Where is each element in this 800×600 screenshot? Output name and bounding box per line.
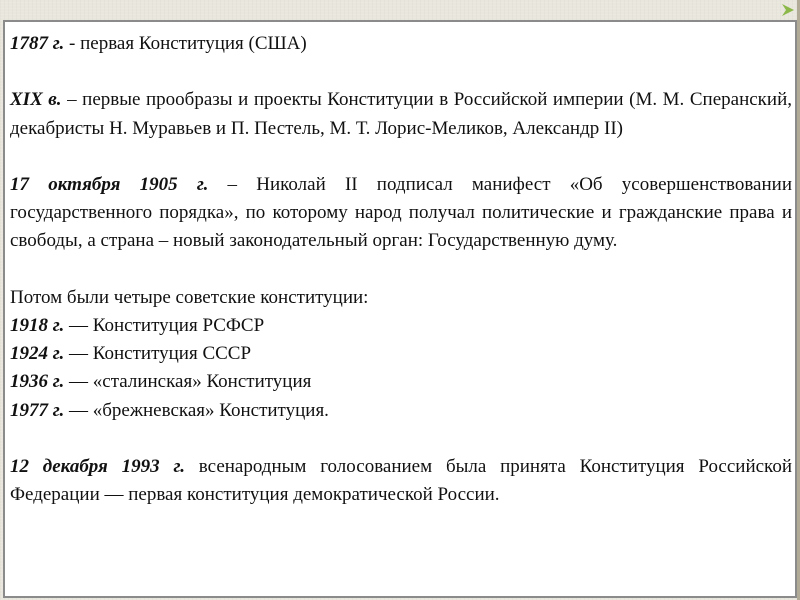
soviet-item-1918 (10, 312, 792, 340)
soviet-list (10, 312, 792, 425)
soviet-item-1977 (10, 397, 792, 425)
date-1993: 12 декабря 1993 г. (10, 455, 185, 477)
entry-1993-text: всенародным голосованием была принята Конституция Российской Федерации — первая конституция демократической России. (10, 455, 792, 506)
spacer (10, 58, 792, 86)
entry-1905 (10, 171, 792, 256)
green-arrow-icon (781, 3, 795, 17)
soviet-text-1918: — Конституция РСФСР (64, 314, 265, 336)
soviet-text-1924: — Конституция СССР (64, 343, 252, 365)
soviet-text-1977: — «брежневская» Конституция. (64, 399, 329, 421)
entry-1993 (10, 453, 792, 509)
entry-1787-text: - первая Конституция (США) (64, 33, 307, 54)
soviet-item-1924 (10, 340, 792, 368)
soviet-intro: Потом были четыре советские конституции: (10, 286, 369, 308)
soviet-item-1936 (10, 368, 792, 396)
date-19th-century: XIX в. (10, 89, 62, 111)
entry-1787 (10, 30, 792, 58)
year-1924: 1924 г. (10, 343, 65, 365)
year-1977: 1977 г. (10, 399, 65, 421)
entry-19th-century-text: – первые прообразы и проекты Конституции в Российской империи (М. М. Сперанский, декабристы Н. Муравьев и П. Пестель, М. Т. Лорис-Меликов, Александр II) (10, 89, 792, 139)
entry-1905-text: – Николай II подписал манифест «Об усовершенствовании государственного порядка», по которому народ получал политические и гражданские права и свободы, а страна – новый законодательный орган: Государственную думу. (10, 173, 792, 252)
spacer (10, 143, 792, 171)
document-text (10, 30, 792, 509)
date-1905: 17 октября 1905 г. (10, 173, 209, 195)
spacer (10, 425, 792, 453)
date-1787: 1787 г. (10, 33, 65, 54)
year-1918: 1918 г. (10, 314, 65, 336)
content-frame (3, 20, 797, 598)
entry-19th-century (10, 86, 792, 142)
year-1936: 1936 г. (10, 371, 65, 393)
soviet-text-1936: — «сталинская» Конституция (64, 371, 312, 393)
spacer (10, 256, 792, 284)
